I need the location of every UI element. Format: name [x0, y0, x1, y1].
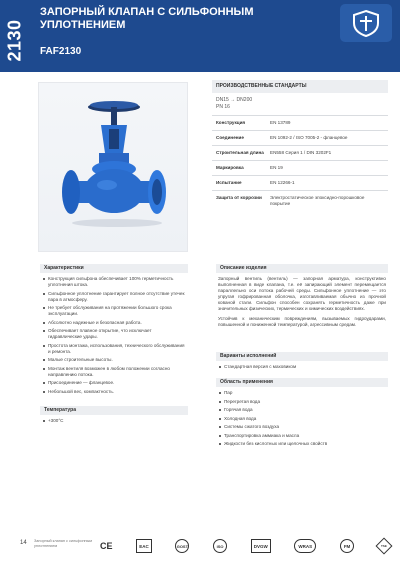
list-item: Обеспечивает плавное открытие, что исключает гидравлические удары. [42, 328, 186, 340]
applications-heading: Область применения [216, 378, 388, 387]
description-paragraph: Запорный вентиль (вентиль) — запорная арматура, конструктивно выполненная в виде клапана, т.е. её запирающий элемент перемещается параллельно оси потока рабочей среды. Сильфонное уплотнение — это упругая гофрированная оболочка, изготавливаемая обычно из прочной кованой стали. Сильфон способен сохранять герметичность даже при значительных физических, термических и химических воздействиях. [218, 276, 386, 312]
iso-mark-icon: ISO [213, 539, 227, 553]
standards-row [212, 190, 388, 211]
list-item: Горячая вода [218, 407, 386, 413]
standards-key: Защита от коррозии [216, 195, 262, 200]
product-code-text: 2130 [4, 18, 25, 62]
standards-value: EN 13789 [270, 120, 291, 125]
list-item: Транспортировка аммиака и масла [218, 433, 386, 439]
standards-panel [212, 80, 388, 211]
variants-list [216, 361, 388, 370]
description-heading: Описание изделия [216, 264, 388, 273]
shield-logo-svg [351, 9, 381, 37]
dvgw-mark-icon: DVGW [251, 539, 271, 553]
product-code-vertical [4, 12, 26, 68]
page-header [0, 0, 400, 72]
page-footer [0, 528, 400, 566]
standards-key: Маркировка [216, 165, 244, 170]
characteristics-heading: Характеристики [40, 264, 188, 273]
applications-list [216, 387, 388, 447]
standards-row [212, 130, 388, 145]
standards-value: EN558 Серия 1 / DIN 3202F1 [270, 150, 332, 155]
list-item: Сильфонное уплотнение гарантирует полное отсутствие утечек пара в атмосферу. [42, 291, 186, 303]
ce-mark-icon: CE [100, 541, 113, 551]
standards-key: Испытание [216, 180, 242, 185]
standards-row [212, 175, 388, 190]
list-item: Системы сжатого воздуха [218, 424, 386, 430]
standards-table [212, 115, 388, 211]
list-item: Простота монтажа, использования, технического обслуживания и ремонта. [42, 343, 186, 355]
size-range: DN15 → DN200 [216, 97, 253, 103]
tse-mark-label: TSE [381, 544, 387, 548]
description-section [216, 264, 388, 328]
page-title: ЗАПОРНЫЙ КЛАПАН С СИЛЬФОННЫМ УПЛОТНЕНИЕМ [40, 6, 254, 31]
standards-key: Соединение [216, 135, 244, 140]
characteristics-list [40, 273, 188, 395]
eac-mark-icon: EAC [136, 539, 152, 553]
list-item: Перегретая вода [218, 399, 386, 405]
standards-row [212, 115, 388, 130]
gost-mark-icon: GOST [175, 539, 189, 553]
list-item: Холодная вода [218, 416, 386, 422]
list-item: Не требует обслуживания на протяжении большого срока эксплуатации. [42, 305, 186, 317]
variants-heading: Варианты исполнений [216, 352, 388, 361]
standards-value: EN 1092-2 / ISO 7005-2 - фланцевое [270, 135, 348, 140]
list-item: Небольшой вес, компактность. [42, 389, 186, 395]
list-item: Монтаж вентиля возможен в любом положении согласно направлению потока. [42, 366, 186, 378]
temperature-heading: Температура [40, 406, 188, 415]
product-image [38, 82, 188, 252]
list-item: Жидкости без кислотных или щелочных свойств [218, 441, 386, 447]
model-code: FAF2130 [40, 46, 82, 57]
page-number: 14 [20, 540, 27, 546]
standards-value: Электростатическое эпоксидно-порошковое покрытие [270, 195, 365, 206]
temperature-section [40, 406, 188, 427]
standards-value: EN 12266-1 [270, 180, 295, 185]
tse-mark-icon [375, 538, 392, 555]
variants-section [216, 352, 388, 373]
pressure-rating: PN 16 [216, 104, 230, 110]
footer-note: Запорный клапан с сильфонным уплотнением [34, 539, 92, 548]
fm-mark-icon: FM [340, 539, 355, 553]
temperature-list [40, 415, 188, 424]
characteristics-section [40, 264, 188, 397]
list-item: Малые строительные высоты. [42, 357, 186, 363]
standards-row [212, 145, 388, 160]
standards-key: Конструкция [216, 120, 246, 125]
list-item: Конструкция сильфона обеспечивает 100% герметичность уплотнения штока. [42, 276, 186, 288]
standards-value: EN 19 [270, 165, 283, 170]
list-item: Абсолютно надежные и безопасная работа. [42, 320, 186, 326]
wras-mark-icon: WRAS [294, 539, 316, 553]
applications-section [216, 378, 388, 450]
list-item: Стандартная версия с маховиком [218, 364, 386, 370]
valve-illustration [39, 83, 189, 253]
standards-row [212, 160, 388, 175]
standards-heading: ПРОИЗВОДСТВЕННЫЕ СТАНДАРТЫ [212, 80, 388, 93]
standards-key: Строительная длина [216, 150, 264, 155]
list-item: Пар [218, 390, 386, 396]
certification-marks [100, 536, 390, 556]
list-item: Присоединение — фланцевое. [42, 380, 186, 386]
shield-logo-icon [340, 4, 392, 42]
description-paragraph: Устойчив к механическим повреждениям, вызываемых гидроударами, повышенной и пониженной температурой, агрессивным средам. [218, 315, 386, 327]
list-item: +300°C [42, 418, 186, 424]
